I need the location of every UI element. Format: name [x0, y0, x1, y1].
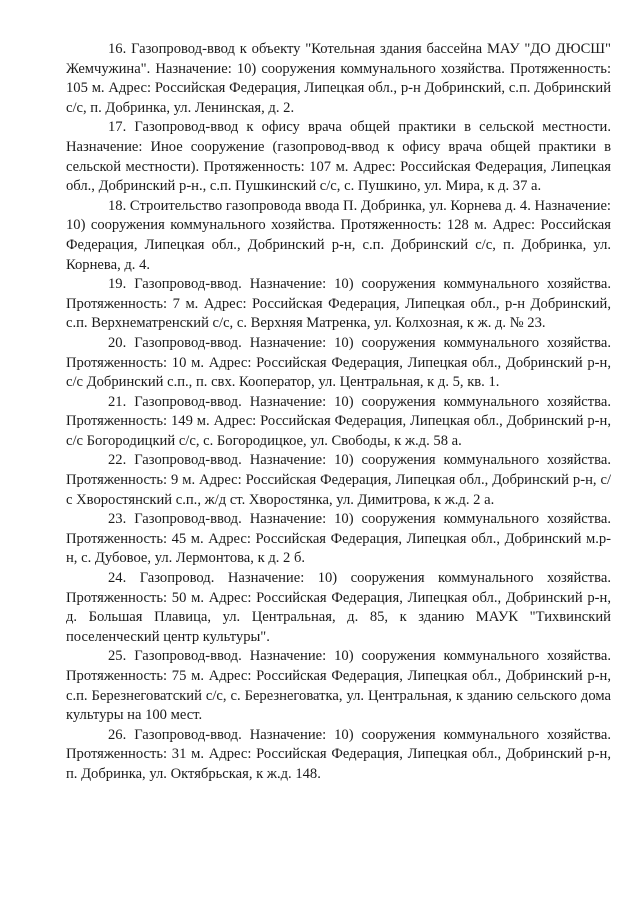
item-number: 24.: [108, 570, 127, 587]
item-number: 26.: [108, 726, 127, 743]
list-item: [66, 197, 611, 275]
item-number: 21.: [108, 393, 127, 410]
list-item: [66, 647, 611, 725]
item-text: Газопровод. Назначение: 10) сооружения коммунального хозяйства. Протяженность: 50 м. Адрес: Российская Федерация, Липецкая обл., Добринский р-н, д. Большая Плавица, ул. Центральная, д. 85, к зданию МАУК "Тихвинский поселенческий центр культуры".: [66, 570, 611, 645]
list-item: [66, 451, 611, 510]
item-number: 22.: [108, 452, 127, 469]
item-text: Газопровод-ввод. Назначение: 10) сооружения коммунального хозяйства. Протяженность: 149 м. Адрес: Российская Федерация, Липецкая обл., Добринский р-н, с/с Богородицкий с/с, с. Богородицкое, ул. Свободы, к ж.д. 58 а.: [66, 393, 611, 449]
list-item: [66, 510, 611, 569]
item-number: 17.: [108, 119, 127, 136]
list-item: [66, 275, 611, 334]
list-item: [66, 40, 611, 118]
item-text: Газопровод-ввод. Назначение: 10) сооружения коммунального хозяйства. Протяженность: 9 м. Адрес: Российская Федерация, Липецкая обл., Добринский р-н, с/с Хворостянский с.п., ж/д ст. Хворостянка, ул. Димитрова, к ж.д. 2 а.: [66, 452, 611, 508]
item-text: Газопровод-ввод. Назначение: 10) сооружения коммунального хозяйства. Протяженность: 75 м. Адрес: Российская Федерация, Липецкая обл., Добринский р-н, с.п. Березнеговатский с/с, с. Березнеговатка, ул. Центральная, к зданию сельского дома культуры на 100 мест.: [66, 648, 611, 724]
item-text: Газопровод-ввод. Назначение: 10) сооружения коммунального хозяйства. Протяженность: 31 м. Адрес: Российская Федерация, Липецкая обл., Добринский р-н, п. Добринка, ул. Октябрьская, к ж.д. 148.: [66, 726, 611, 782]
item-text: Газопровод-ввод к объекту "Котельная здания бассейна МАУ "ДО ДЮСШ" Жемчужина". Назначение: 10) сооружения коммунального хозяйства. Протяженность: 105 м. Адрес: Российская Федерация, Липецкая обл., р-н Добринский, с.п. Добринский с/с, п. Добринка, ул. Ленинская, д. 2.: [66, 41, 611, 116]
list-item: [66, 726, 611, 785]
list-item: [66, 334, 611, 393]
document-page: [66, 40, 611, 785]
item-text: Газопровод-ввод. Назначение: 10) сооружения коммунального хозяйства. Протяженность: 45 м. Адрес: Российская Федерация, Липецкая обл., Добринский м.р-н, с. Дубовое, ул. Лермонтова, к д. 2 б.: [66, 511, 611, 567]
item-number: 18.: [108, 197, 127, 214]
item-number: 20.: [108, 334, 127, 351]
list-item: [66, 118, 611, 196]
item-text: Газопровод-ввод. Назначение: 10) сооружения коммунального хозяйства. Протяженность: 10 м. Адрес: Российская Федерация, Липецкая обл., Добринский р-н, с/с Добринский с.п., п. свх. Кооператор, ул. Центральная, к д. 5, кв. 1.: [66, 334, 611, 391]
item-text: Газопровод-ввод к офису врача общей практики в сельской местности. Назначение: Иное сооружение (газопровод-ввод к офису врача общей практики в сельской местности). Протяженность: 107 м. Адрес: Российская Федерация, Липецкая обл., Добринский р-н., с.п. Пушкинский с/с, с. Пушкино, ул. Мира, к д. 37 а.: [66, 119, 611, 195]
list-item: [66, 393, 611, 452]
item-number: 25.: [108, 648, 127, 665]
item-text: Газопровод-ввод. Назначение: 10) сооружения коммунального хозяйства. Протяженность: 7 м. Адрес: Российская Федерация, Липецкая обл., р-н Добринский, с.п. Верхнематренский с/с, с. Верхняя Матренка, ул. Колхозная, к ж. д. № 23.: [66, 276, 611, 332]
item-number: 16.: [108, 41, 127, 57]
item-number: 19.: [108, 276, 127, 293]
list-item: [66, 569, 611, 647]
item-text: Строительство газопровода ввода П. Добринка, ул. Корнева д. 4. Назначение: 10) сооружения коммунального хозяйства. Протяженность: 128 м. Адрес: Российская Федерация, Липецкая обл., Добринский р-н, с.п. Добринский с/с, п. Добринка, ул. Корнева, д. 4.: [66, 197, 611, 273]
item-number: 23.: [108, 511, 127, 528]
